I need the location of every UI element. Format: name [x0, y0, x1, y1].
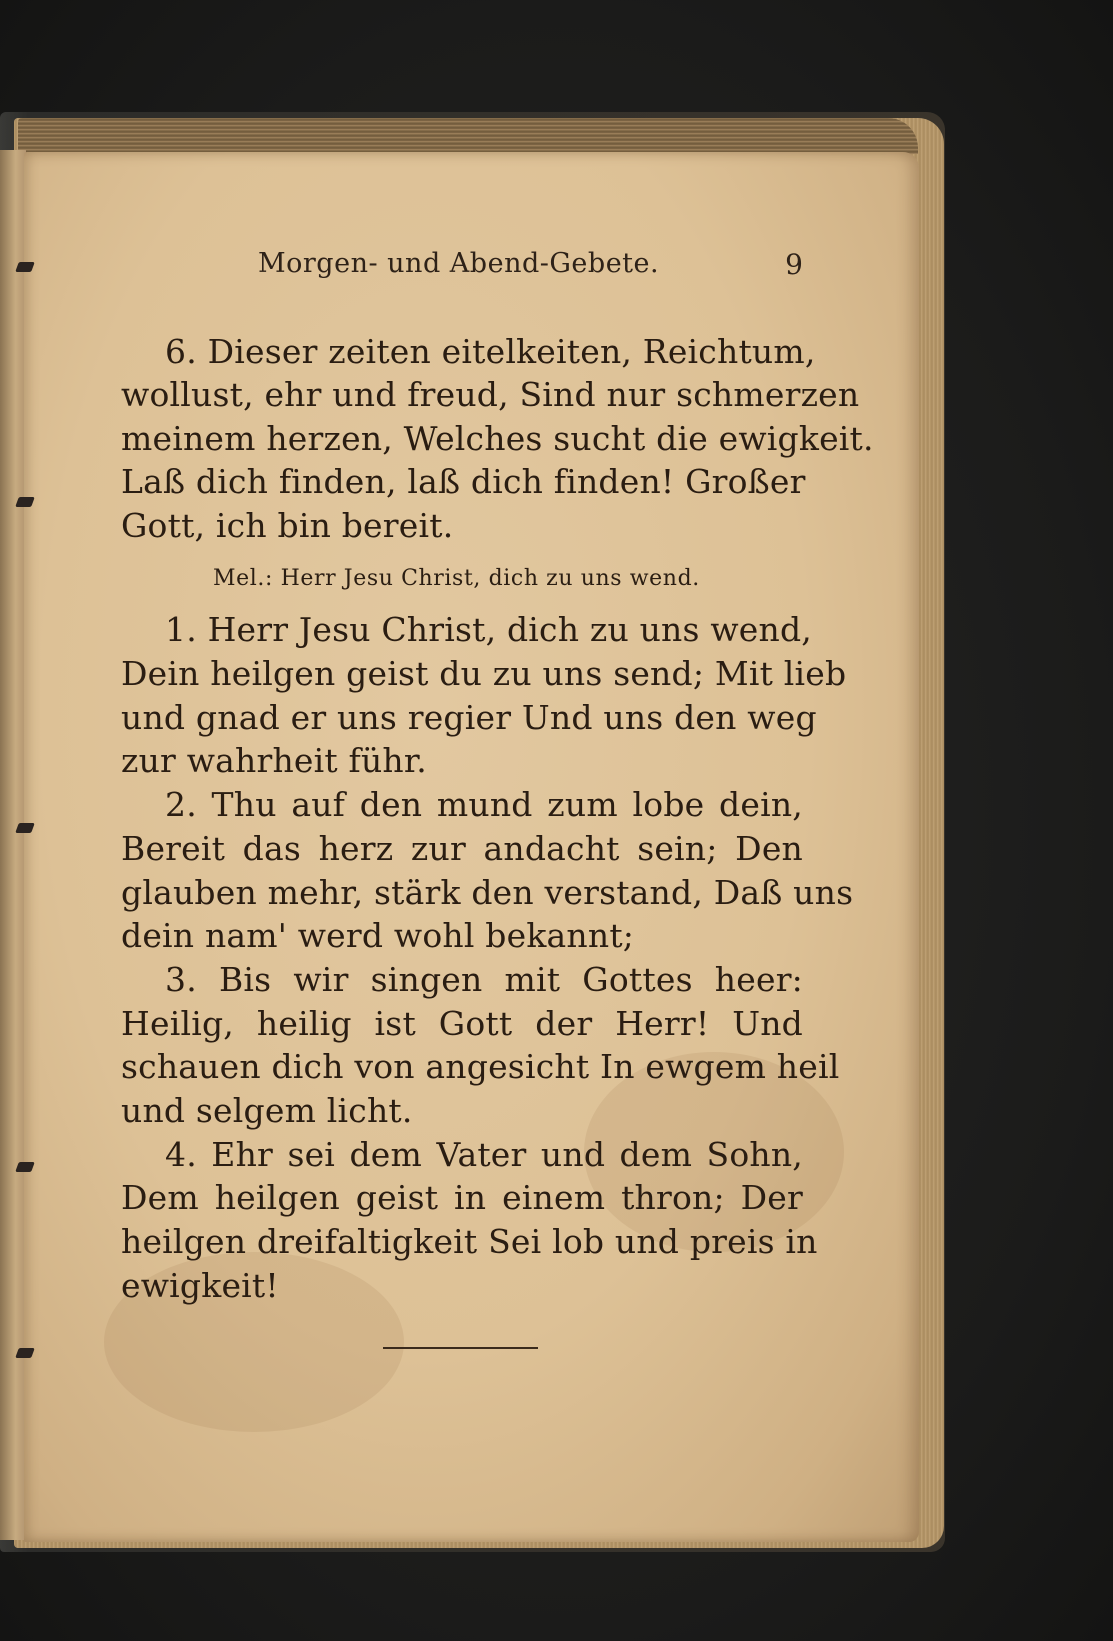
stanza-3-line: Heilig, heilig ist Gott der Herr! Und: [121, 1004, 803, 1043]
page-top-edge: [18, 118, 918, 154]
stanza-2-line: Bereit das herz zur andacht sein; Den: [121, 829, 803, 868]
stanza-6-line: Laß dich finden, laß dich finden! Großer: [121, 462, 806, 501]
stanza-6-line: wollust, ehr und freud, Sind nur schmerzen: [121, 375, 860, 414]
stanza-1-line: 1. Herr Jesu Christ, dich zu uns wend,: [165, 610, 812, 649]
stanza-6-line: meinem herzen, Welches sucht die ewigkeit.: [121, 419, 874, 458]
stanza-1-line: und gnad er uns regier Und uns den weg: [121, 698, 817, 737]
stanza-3-line: schauen dich von angesicht In ewgem heil: [121, 1047, 840, 1086]
stanza-4-line: Dem heilgen geist in einem thron; Der: [121, 1178, 803, 1217]
stanza-6-line: 6. Dieser zeiten eitelkeiten, Reichtum,: [165, 332, 816, 371]
stanza-6-line: Gott, ich bin bereit.: [121, 506, 454, 545]
stanza-3-line: 3. Bis wir singen mit Gottes heer:: [165, 960, 803, 999]
page-number: 9: [785, 248, 803, 281]
facing-page-edge: [0, 150, 26, 1540]
stanza-2-line: 2. Thu auf den mund zum lobe dein,: [165, 785, 803, 824]
stanza-1-line: Dein heilgen geist du zu uns send; Mit lieb: [121, 654, 847, 693]
stanza-1-line: zur wahrheit führ.: [121, 741, 427, 780]
running-head-title: Morgen- und Abend-Gebete.: [258, 248, 660, 279]
section-divider-rule: [383, 1347, 538, 1349]
stanza-3-line: und selgem licht.: [121, 1091, 413, 1130]
melody-note: Mel.: Herr Jesu Christ, dich zu uns wend.: [213, 566, 700, 591]
running-head: [258, 248, 803, 288]
stanza-2-line: glauben mehr, stärk den verstand, Daß uns: [121, 873, 854, 912]
stanza-4-line: 4. Ehr sei dem Vater und dem Sohn,: [165, 1135, 803, 1174]
stanza-4-line: ewigkeit!: [121, 1266, 279, 1305]
stanza-2-line: dein nam' werd wohl bekannt;: [121, 916, 635, 955]
stanza-4-line: heilgen dreifaltigkeit Sei lob und preis in: [121, 1222, 818, 1261]
